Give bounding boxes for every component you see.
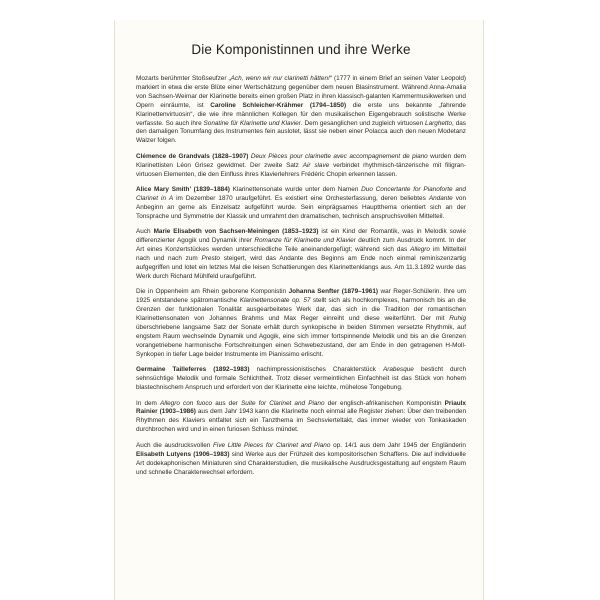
work-title: Arabesque	[382, 366, 414, 374]
text-run: wurden dem Klarinettisten Léon Grisez gewidmet. Der zweite Satz	[136, 152, 466, 169]
composer-name: Marie Elisabeth von Sachsen-Meiningen (1853–1923)	[153, 228, 319, 236]
text-run: Auch	[136, 228, 154, 236]
composer-name: Germaine Tailleferres (1892–1983)	[136, 366, 250, 374]
text-run: Mozarts berühmter Stoßseufzer „	[136, 75, 231, 82]
work-title: Duo Concertante for Pianoforte and Clarinet in A	[136, 186, 466, 203]
page-title: Die Komponistinnen und ihre Werke	[191, 42, 411, 57]
text-run: steigert, wird das Andante des Beginns am Ende noch einmal reminiszenzartig aufgegriffen und lotet ein letztes Mal die leisen Schattierungen des Klarinettenklangs aus. Am 11.3.1892 wurde das Werk durch Richard Mühlfeld uraufgeführt.	[136, 255, 466, 280]
work-title: Ruhig	[449, 315, 466, 323]
text-run: im Dezember 1870 uraufgeführt. Es existiert eine Orchesterfassung, deren beliebtes	[173, 195, 429, 203]
text-run: Die in Oppenheim am Rhein geborene Komponistin	[136, 288, 289, 296]
text-run: op. 14/1 aus dem Jahr 1945 der Engländerin	[330, 441, 466, 449]
composer-name: Clémence de Grandvals (1828–1907)	[136, 152, 249, 160]
work-title: Sonatine für Klarinette und Klavier	[203, 119, 301, 127]
text-run: die erste uns bekannte „fahrende Klarinettenvirtuosin“, die wie ihre männlichen Kollegen für den musikalischen Eigengebrauch solistische Werke verfasste. So auch ihre	[136, 101, 466, 127]
paragraph-rainier	[136, 400, 466, 436]
text-run: Auch die ausdrucksvollen	[136, 441, 213, 449]
text-run: nachimpressionistisches Charakterstück	[249, 366, 383, 374]
composer-name: Elisabeth Lutyens (1906–1983)	[136, 450, 230, 458]
paragraph-smith	[136, 186, 466, 222]
text-run: war Reger-Schülerin. Ihre um 1925 entstandene spätromantische	[136, 288, 467, 305]
text-run: deutlich zum Ausdruck kommt. In der Art eines Konzertstückes werden unterschiedliche Teile aneinandergefügt; während sich das	[136, 237, 466, 254]
work-title: Five Little Pieces for Clarinet and Piano	[213, 441, 331, 449]
work-title: Andante	[428, 195, 453, 203]
text-run: ist ein Kind der Romantik, was in Melodik sowie differenzierter Agogik und Dynamik ihrer	[136, 228, 466, 245]
text-run: besticht durch sehnsüchtige Melodik und formale Schlichtheit. Trotz dieser vermeintlichen Einfachheit ist das Stück von hohem blastechnischem Anspruch und erfordert von der Klarinette eine leichte, mühelose Tongebung.	[136, 366, 467, 392]
text-run: von Anbeginn an gerne als Einzelsatz aufgeführt wurde. Sein einprägsames Hauptthema orientiert sich an der Tonsprache und Symmetrie der Klassik und umrahmt den dramatischen, technisch anspruchsvollen Mittelteil.	[136, 195, 466, 220]
composer-name: Caroline Schleicher-Krähmer (1794–1850)	[210, 101, 347, 109]
text-run: aus dem Jahr 1943 kann die Klarinette noch einmal alle Register ziehen: Über den treibenden Rhythmen des Klaviers entfaltet sich ein Tanzthema im Sechsvierteltakt, das immer wieder von Tonkaskaden durchbrochen wird und in einen furiosen Schluss mündet.	[136, 408, 467, 434]
work-title: Larghetto	[425, 119, 453, 127]
text-run: “ (1777 in einem Brief an seinen Vater Leopold) markiert in etwa die erste Blüte einer Wertschätzung gegenüber dem neuen Blasinstrument. Während Anna-Amalia von Sachsen-Weimar der Klarinette bereits einen großen Platz in ihren klassisch-galanten Kammermusikwerken und Opern einräumte, ist	[136, 75, 467, 109]
text-run: . Dem gesanglichen und zugleich virtuosen	[300, 119, 426, 127]
paragraph-grandvals	[136, 153, 466, 180]
paragraph-lutyens	[136, 442, 466, 478]
text-run: aus der	[212, 399, 241, 407]
work-title: Allegro	[410, 246, 430, 254]
work-title: Klarinettensonate op. 57	[239, 297, 311, 305]
work-title: Allegro con fuoco	[160, 399, 213, 407]
paragraph-sachsen-meiningen	[136, 228, 466, 281]
page-content	[136, 42, 466, 484]
text-run: , das den damaligen Tonumfang des Instrumentes fein auslotet, lässt sie neben einer Polacca auch den neuen Modetanz Walzer folgen.	[136, 119, 466, 145]
work-title: Air slave	[302, 161, 330, 169]
paragraph-schleicher-kraehmer	[136, 75, 466, 146]
text-run: Klarinettensonate wurde unter dem Namen	[229, 186, 362, 194]
text-run: stellt sich als hochkomplexes, harmonisch bis an die Grenzen der funktionalen Tonalität ausgearbeitetes Werk dar, das sich in die Tradition der romantischen Klarinettensonaten von Johannes Brahms und Max Reger einreiht und diese weiterführt. Der mit	[136, 297, 466, 323]
paragraph-senfter	[136, 288, 466, 359]
paragraph-tailleferre	[136, 366, 466, 393]
text-run: der englisch-afrikanischen Komponistin	[324, 399, 445, 407]
composer-name: Priaulx Rainier (1903–1986)	[136, 399, 466, 416]
composer-name: Johanna Senfter (1879–1961)	[288, 288, 379, 296]
text-run: verbindet rhythmisch-tänzerische mit filigran-virtuosen Elementen, die den Einfluss ihres Klavierlehrers Frédéric Chopin erkennen lassen.	[136, 161, 466, 178]
composer-name: Alice Mary Smith’ (1839–1884)	[136, 186, 230, 194]
text-run: sind Werke aus der Frühzeit des kompositorischen Schaffens. Die auf individuelle Art dodekaphonischen Miniaturen sind Charakterstudien, die musikalische Ausdrucksgestaltung auf engstem Raum und schnelle Charakterwechsel erfordern.	[136, 450, 466, 476]
work-title: Suite for Clarinet and Piano	[241, 399, 325, 407]
text-run: Ach, wenn wir nur clarinetti hätten!	[230, 75, 330, 82]
work-title: Deux Pièces pour clarinette avec accompagnement de piano	[250, 152, 428, 160]
work-title: Presto	[201, 255, 220, 263]
text-run: In dem	[136, 399, 161, 407]
text-run: im Mittelteil nach und nach zum	[136, 246, 466, 263]
work-title: Romanze für Klarinette und Klavier	[254, 237, 356, 245]
text-run: überschriebene langsame Satz der Sonate erhält durch synkopische in beiden Stimmen versetzte Rhythmik, auf engstem Raum wechselnde Dynamik und Agogik, eine sich immer fortspinnende Melodik und bis an die Grenzen vorangetriebene harmonische Fortschreitungen einen Schwebezustand, der am Ende in den getragenen H-Moll-Synkopen in tiefer Lage beider Instrumente im Pianissimo erlischt.	[136, 324, 466, 358]
